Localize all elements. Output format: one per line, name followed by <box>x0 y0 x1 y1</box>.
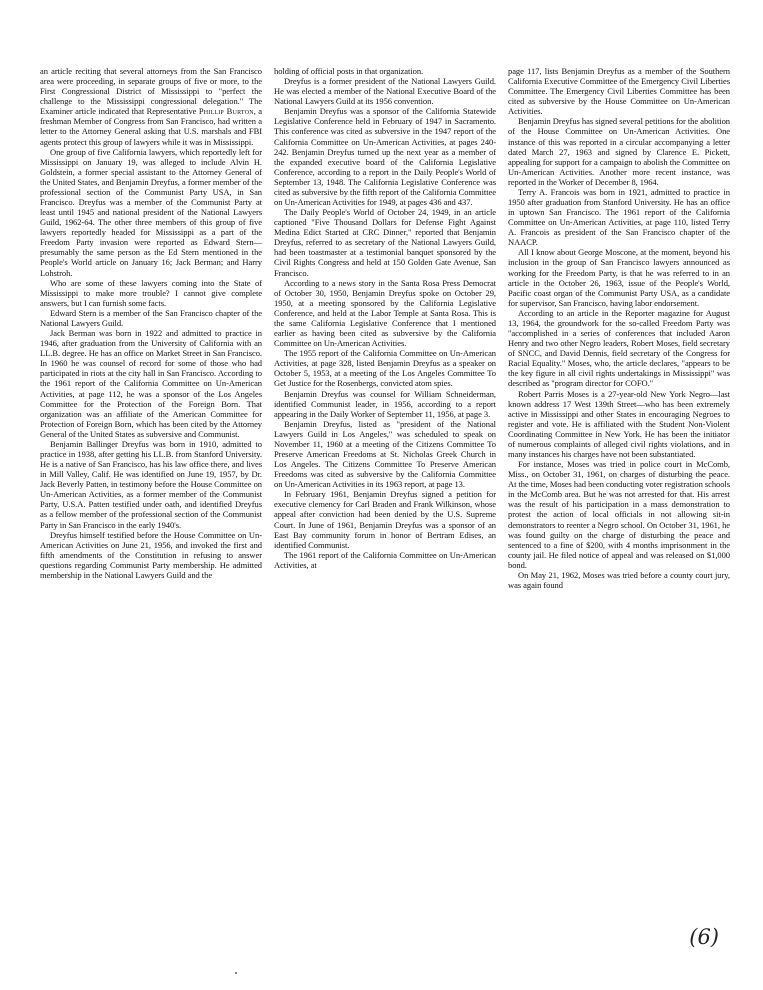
text-run: One group of five California lawyers, which reportedly left for Mississippi on January 19, was alleged to include Alvin H. Goldstein, a former special assistant to the Attorney General of the United States, and Benjamin Dreyfus, a former member of the professional section of the Communist Party USA, in San Francisco. Dreyfus was a member of the Communist Party at least until 1945 and national president of the National Lawyers Guild, 1962-64. The other three members of this group of five lawyers reportedly headed for Mississippi as a part of the Freedom Party invasion were reported as Edward Stern—presumably the same person as the Ed Stern mentioned in the People's World article on January 16; Jack Berman; and Harry Lohstroh. <box>40 146 262 278</box>
paragraph <box>508 459 730 570</box>
text-run: For instance, Moses was tried in police court in McComb, Miss., on October 31, 1961, on charges of disturbing the peace. At the time, Moses had been conducting voter registration schools in the McComb area. But he was not arrested for that. His arrest was the result of his participation in a mass demonstration to protest the action of local officials in not allowing sit-in demonstrators to reenter a Negro school. On October 31, 1961, he was found guilty on the charge of disturbing the peace and sentenced to a fine of $200, with 4 months imprisonment in the county jail. He filed notice of appeal and was released on $1,000 bond. <box>508 459 730 570</box>
paragraph <box>508 116 730 187</box>
text-run: , a freshman Member of Congress from San Francisco, had written a letter to the Attorney General asking that U.S. marshals and FBI agents protect this group of lawyers while it was in Mississippi. <box>40 106 262 147</box>
text-run: Benjamin Dreyfus has signed several petitions for the abolition of the House Committee on Un-American Activities. One instance of this was reported in a circular accompanying a letter dated March 27, 1963 and signed by Clarence E. Pickett, appealing for support for a campaign to abolish the Committee on Un-American Activities. Another more recent instance, was reported in the Worker of December 8, 1964. <box>508 116 730 187</box>
text-run: The 1961 report of the California Committee on Un-American Activities, at <box>274 549 496 570</box>
text-run: On May 21, 1962, Moses was tried before a county court jury, was again found <box>508 569 730 590</box>
paragraph <box>508 247 730 307</box>
paragraph <box>274 207 496 278</box>
text-column-1 <box>40 66 262 906</box>
paragraph <box>274 66 496 76</box>
paragraph <box>508 66 730 116</box>
paragraph <box>274 489 496 549</box>
text-run: Benjamin Dreyfus was a sponsor of the California Statewide Legislative Conference held in February of 1947 in Sacramento. This conference was cited as subversive in the 1947 report of the California Committee on Un-American Activities, at pages 240-242. Benjamin Dreyfus turned up the next year as a member of the expanded executive board of the California Legislative Conference, according to a report in the Daily People's World of September 13, 1948. The California Legislative Conference was cited as subversive by the fifth report of the California Committee on Un-American Activities for 1949, at pages 436 and 437. <box>274 106 496 208</box>
paragraph <box>40 439 262 530</box>
text-run: Who are some of these lawyers coming into the State of Mississippi to make more trouble? I cannot give complete answers, but I can furnish some facts. <box>40 277 262 308</box>
text-run: All I know about George Moscone, at the moment, beyond his inclusion in the group of San Francisco lawyers announced as working for the Freedom Party, is that he was referred to in an article in the October 26, 1963, issue of the People's World, Pacific coast organ of the Communist Party USA, as a candidate for supervisor, San Francisco, having labor endorsement. <box>508 247 730 308</box>
text-run: Benjamin Ballinger Dreyfus was born in 1910, admitted to practice in 1938, after getting his LL.B. from Stanford University. He is a native of San Francisco, has his law office there, and lives in Mill Valley, Calif. He was identified on June 19, 1957, by Dr. Jack Beverly Patten, in testimony before the House Committee on Un-American Activities, as a former member of the Communist Party, U.S.A. Patten testified under oath, and identified Dreyfus as a fellow member of the professional section of the Communist Party in San Francisco in the early 1940's. <box>40 438 262 530</box>
text-run: The Daily People's World of October 24, 1949, in an article captioned "Five Thousand Dollars for Defense Fight Against Medina Edict Started at CRC Dinner," reported that Benjamin Dreyfus, referred to as secretary of the National Lawyers Guild, had been toastmaster at a testimonial banquet sponsored by the Civil Rights Congress and held at 150 Golden Gate Avenue, San Francisco. <box>274 207 496 278</box>
text-run: According to an article in the Reporter magazine for August 13, 1964, the groundwork for the so-called Freedom Party was "accomplished in a series of conferences that included Aaron Henry and two other Negro leaders, Robert Moses, field secretary of SNCC, and David Dennis, field secretary of the Congress for Racial Equality." Moses, who, the article declares, "appears to be the key figure in all civil rights undertakings in Mississippi" was described as "program director for COFO." <box>508 307 730 389</box>
text-run: an article reciting that several attorneys from the San Francisco area were proceeding, in separate groups of five or more, to the First Congressional District of Mississippi to "perfect the challenge to the Mississippi congressional delegation." The Examiner article indicated that Representative <box>40 66 262 117</box>
paragraph <box>40 530 262 580</box>
text-run: Dreyfus himself testified before the House Committee on Un-American Activities on June 21, 1956, and invoked the first and fifth amendments of the Constitution in refusing to answer questions regarding Communist Party membership. He admitted membership in the National Lawyers Guild and the <box>40 529 262 580</box>
paragraph <box>40 278 262 308</box>
paragraph <box>274 389 496 419</box>
text-run: The 1955 report of the California Committee on Un-American Activities, at page 328, listed Benjamin Dreyfus as a speaker on October 5, 1953, at a meeting of the Los Angeles Committee To Get Justice for the Rosenbergs, convicted atom spies. <box>274 348 496 389</box>
paragraph <box>508 308 730 389</box>
paragraph <box>40 328 262 439</box>
name-small-caps: Phillip Burton <box>198 106 254 117</box>
text-run: Terry A. Francois was born in 1921, admitted to practice in 1950 after graduation from Stanford University. He has an office in uptown San Francisco. The 1961 report of the California Committee on Un-American Activities, at page 110, listed Terry A. Francois as president of the San Francisco chapter of the NAACP. <box>508 186 730 248</box>
paragraph <box>40 147 262 278</box>
text-run: page 117, lists Benjamin Dreyfus as a member of the Southern California Executive Committee of the Emergency Civil Liberties Committee. The Emergency Civil Liberties Committee has been cited as subversive by the House Committee on Un-American Activities. <box>508 66 730 117</box>
text-run: Dreyfus is a former president of the National Lawyers Guild. He was elected a member of the National Executive Board of the National Lawyers Guild at its 1956 convention. <box>274 76 496 107</box>
scan-speck <box>235 972 237 974</box>
paragraph <box>274 419 496 490</box>
text-run: Robert Parris Moses is a 27-year-old New York Negro—last known address 17 West 139th Street—who has been extremely active in Mississippi and other States in encouraging Negroes to register and vote. He is affiliated with the Student Non-Violent Coordinating Committee in New York. He has been the initiator of numerous complaints of alleged civil rights violations, and in many instances his charges have not been substantiated. <box>508 388 730 459</box>
paragraph <box>40 66 262 147</box>
text-run: Benjamin Dreyfus was counsel for William Schneiderman, identified Communist leader, in 1956, according to a report appearing in the Daily Worker of September 11, 1956, at page 3. <box>274 388 496 419</box>
paragraph <box>274 348 496 388</box>
paragraph <box>274 106 496 207</box>
paragraph <box>508 570 730 590</box>
document-page <box>40 66 730 906</box>
paragraph <box>274 550 496 570</box>
text-run: Edward Stern is a member of the San Francisco chapter of the National Lawyers Guild. <box>40 307 262 328</box>
text-run: Jack Berman was born in 1922 and admitted to practice in 1946, after graduation from the University of California with an LL.B. degree. He has an office on Market Street in San Francisco. In 1960 he was counsel of record for some of those who had participated in riots at the city hall in San Francisco. According to the 1961 report of the California Committee on Un-American Activities, at page 112, he was a sponsor of the Los Angeles Committee for the Protection of the Foreign Born. That organization was an affiliate of the American Committee for Protection of Foreign Born, which has been cited by the Attorney General of the United States as subversive and Communist. <box>40 328 262 439</box>
paragraph <box>508 187 730 247</box>
text-column-2 <box>274 66 496 906</box>
paragraph <box>508 389 730 460</box>
text-column-3 <box>508 66 730 906</box>
text-run: In February 1961, Benjamin Dreyfus signed a petition for executive clemency for Carl Braden and Frank Wilkinson, whose appeal after conviction had been denied by the U.S. Supreme Court. In June of 1961, Benjamin Dreyfus was a sponsor of an East Bay community forum in honor of Bertram Edises, an identified Communist. <box>274 489 496 550</box>
paragraph <box>274 76 496 106</box>
text-run: According to a news story in the Santa Rosa Press Democrat of October 30, 1950, Benjamin Dreyfus spoke on October 29, 1950, at a meeting sponsored by the California Legislative Conference, and held at the Labor Temple at Santa Rosa. This is the same California Legislative Conference that I mentioned earlier as having been cited as subversive by the California Committee on Un-American Activities. <box>274 277 496 349</box>
text-run: Benjamin Dreyfus, listed as "president of the National Lawyers Guild in Los Angeles," was scheduled to speak on November 11, 1960 at a meeting of the Citizens Committee To Preserve American Freedoms at St. Nicholas Greek Church in Los Angeles. The Citizens Committee To Preserve American Freedoms was cited as subversive by the California Committee on Un-American Activities in its 1963 report, at page 13. <box>274 418 496 490</box>
paragraph <box>274 278 496 349</box>
text-run: holding of official posts in that organization. <box>274 66 424 76</box>
paragraph <box>40 308 262 328</box>
handwritten-page-number: (6) <box>689 925 719 949</box>
